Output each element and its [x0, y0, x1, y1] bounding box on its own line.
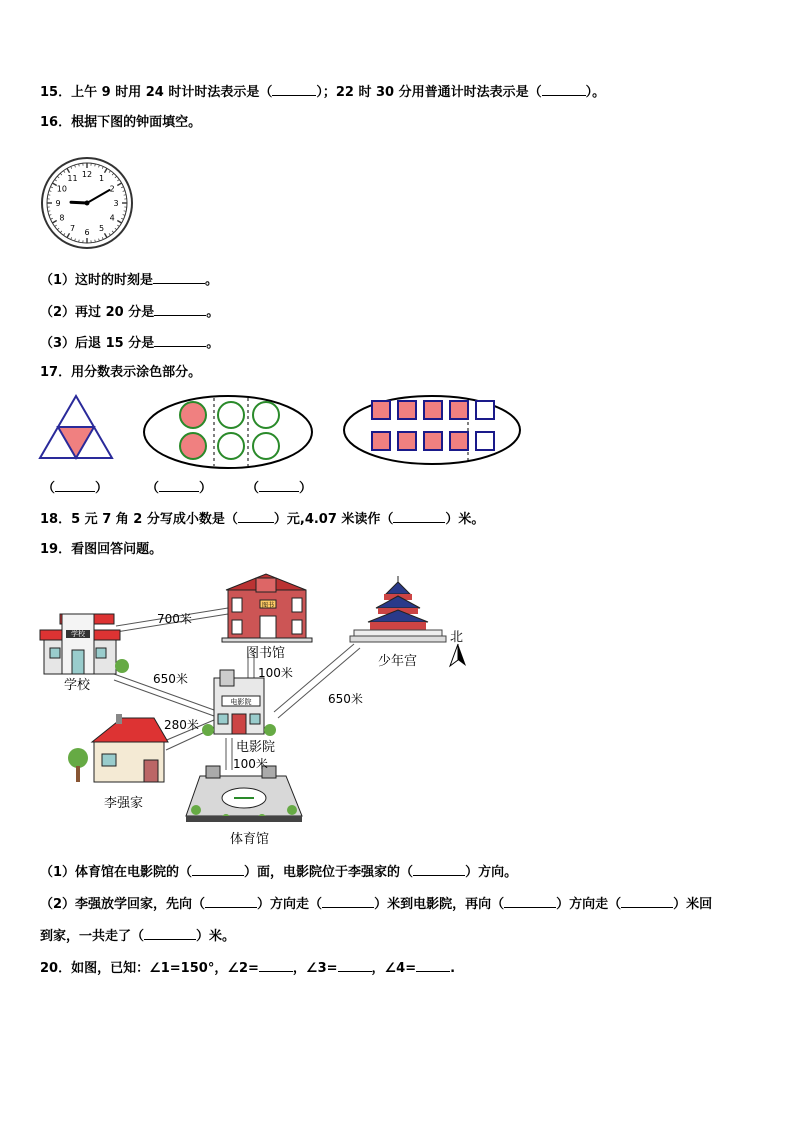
distance-school-library: 700米: [157, 612, 192, 626]
question-15: 15．上午 9 时用 24 时计时法表示是（ ）；22 时 30 分用普通计时法表示是（ ）。: [40, 82, 605, 102]
question-18: 18．5 元 7 角 2 分写成小数是（ ）元,4.07 米读作（ ）米。: [40, 509, 484, 529]
shaded-square: [372, 401, 390, 419]
squares-figure: [342, 394, 526, 466]
shaded-square: [372, 432, 390, 450]
library-sign: 图书: [261, 602, 275, 609]
distance-library-cinema: 100米: [258, 666, 293, 680]
clock-number: 8: [59, 213, 65, 223]
question-17: 17．用分数表示涂色部分。: [40, 365, 202, 380]
clock-number: 6: [84, 228, 90, 237]
answer-blank[interactable]: [322, 894, 374, 908]
q17-answer-3: （ ）: [246, 478, 312, 498]
distance-school-cinema: 650米: [153, 672, 188, 686]
clock-number: 5: [98, 224, 105, 234]
clock-face: [40, 156, 134, 250]
shaded-square: [398, 401, 416, 419]
clock-number: 10: [56, 184, 67, 194]
shaded-square: [424, 401, 442, 419]
question-16: 16．根据下图的钟面填空。: [40, 115, 202, 130]
answer-blank[interactable]: [159, 478, 199, 492]
empty-circle: [253, 402, 279, 428]
distance-cinema-gym: 100米: [233, 757, 268, 771]
clock-number: 7: [69, 224, 76, 234]
answer-blank[interactable]: [504, 894, 556, 908]
question-19: 19．看图回答问题。: [40, 542, 163, 557]
answer-blank[interactable]: [192, 862, 244, 876]
q19-sub-1: （1）体育馆在电影院的（ ）面，电影院位于李强家的（ ）方向。: [40, 862, 517, 882]
empty-square: [476, 401, 494, 419]
map-figure: [36, 570, 476, 850]
answer-blank[interactable]: [144, 926, 196, 940]
answer-blank[interactable]: [621, 894, 673, 908]
answer-blank[interactable]: [154, 333, 206, 347]
gym-label: 体育馆: [230, 832, 270, 847]
clock-number: 4: [109, 213, 115, 223]
clock-number: 9: [55, 199, 61, 208]
q19-sub-2-cont: 到家，一共走了（ ）米。: [40, 926, 235, 946]
answer-blank[interactable]: [259, 478, 299, 492]
youth-palace-label: 少年宫: [378, 654, 418, 669]
clock-number: 12: [81, 170, 93, 179]
gym-building: [186, 766, 302, 822]
q16-item-3: （3）后退 15 分是 。: [40, 333, 219, 353]
distance-home-cinema: 280米: [164, 718, 199, 732]
youth-palace-building: [350, 576, 446, 642]
answer-blank[interactable]: [238, 509, 274, 523]
question-20: 20．如图，已知：∠1=150°，∠2= ，∠3= ，∠4= .: [40, 958, 455, 978]
q19-sub-2: （2）李强放学回家，先向（ ）方向走（ ）米到电影院，再向（ ）方向走（ ）米回: [40, 894, 712, 914]
clock-number: 3: [113, 199, 119, 208]
clock-number: 2: [109, 184, 115, 194]
answer-blank[interactable]: [542, 82, 586, 96]
answer-blank[interactable]: [393, 509, 445, 523]
triangle-figure: [38, 392, 118, 464]
answer-blank[interactable]: [153, 270, 205, 284]
clock-center: [85, 201, 90, 206]
answer-blank[interactable]: [413, 862, 465, 876]
empty-circle: [253, 433, 279, 459]
q17-answer-1: （ ）: [42, 478, 108, 498]
north-label: 北: [450, 630, 464, 645]
q17-answer-2: （ ）: [146, 478, 212, 498]
shaded-circle: [180, 433, 206, 459]
circles-figure: [142, 394, 318, 470]
shaded-square: [450, 401, 468, 419]
empty-square: [476, 432, 494, 450]
answer-blank[interactable]: [259, 958, 293, 972]
answer-blank[interactable]: [338, 958, 372, 972]
north-arrow-outline: [450, 644, 458, 666]
clock-number: 1: [98, 173, 105, 183]
answer-blank[interactable]: [205, 894, 257, 908]
home-label: 李强家: [104, 796, 144, 811]
school-label: 学校: [64, 678, 91, 693]
shaded-square: [424, 432, 442, 450]
answer-blank[interactable]: [55, 478, 95, 492]
answer-blank[interactable]: [416, 958, 450, 972]
cinema-sign: 电影院: [230, 698, 252, 706]
empty-circle: [218, 433, 244, 459]
q16-item-2: （2）再过 20 分是 。: [40, 302, 219, 322]
cinema-label: 电影院: [236, 740, 276, 755]
school-sign: 学校: [71, 630, 85, 638]
shaded-circle: [180, 402, 206, 428]
answer-blank[interactable]: [272, 82, 316, 96]
home-building: [68, 714, 168, 782]
school-building: [40, 614, 129, 674]
answer-blank[interactable]: [154, 302, 206, 316]
shaded-square: [398, 432, 416, 450]
clock-number: 11: [67, 173, 78, 183]
north-arrow-icon: [458, 644, 466, 666]
q16-item-1: （1）这时的时刻是 。: [40, 270, 218, 290]
empty-circle: [218, 402, 244, 428]
shaded-square: [450, 432, 468, 450]
library-label: 图书馆: [246, 646, 286, 661]
distance-palace-cinema: 650米: [328, 692, 363, 706]
